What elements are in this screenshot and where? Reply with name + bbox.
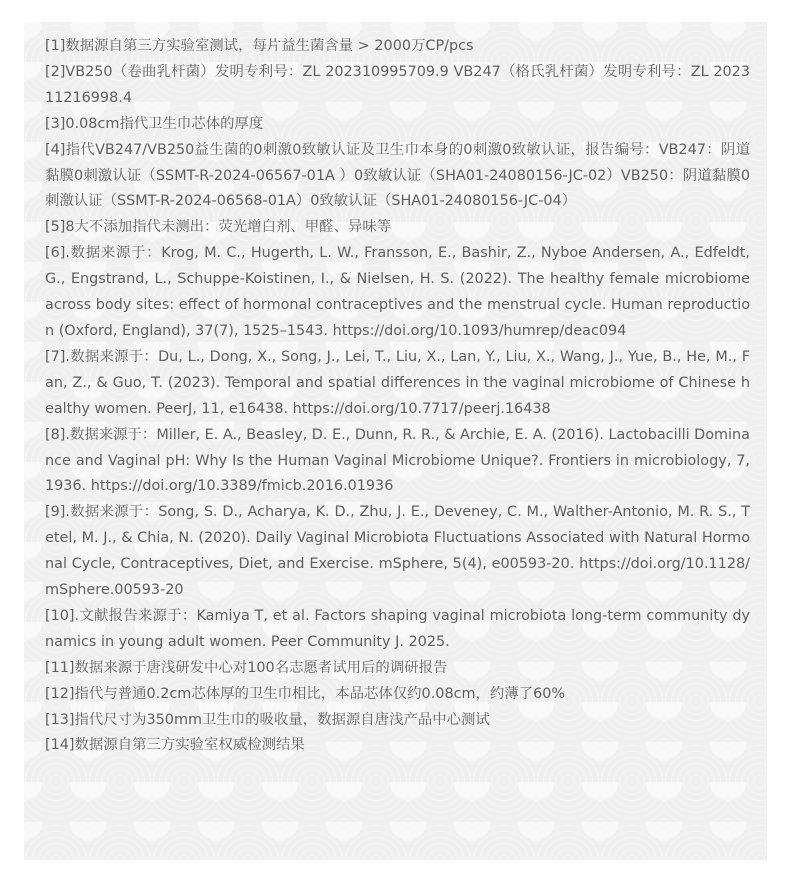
footnote-item: [6].数据来源于：Krog, M. C., Hugerth, L. W., Fransson, E., Bashir, Z., Nyboe Andersen, A., Edfeldt, G., Engstrand, L., Schuppe-Koistinen, I., & Nielsen, H. S. (2022). The healthy female microbiome across body sites: effect of hormonal contraceptives and the menstrual cycle. Human reproduction (Oxford, England), 37(7), 1525–1543. https://doi.org/10.1093/humrep/deac094 [45, 245, 750, 339]
footnote-item: [12]指代与普通0.2cm芯体厚的卫生巾相比，本品芯体仅约0.08cm，约薄了60% [45, 685, 566, 702]
footnote-item: [10].文献报告来源于：Kamiya T, et al. Factors shaping vaginal microbiota long-term community dynamics in young adult women. Peer Community J. 2025. [45, 607, 750, 650]
footnote-item: [5]8大不添加指代未测出：荧光增白剂、甲醛、异味等 [45, 219, 392, 236]
footnote-item: [13]指代尺寸为350mm卫生巾的吸收量，数据源自唐浅产品中心测试 [45, 711, 490, 728]
footnote-item: [8].数据来源于：Miller, E. A., Beasley, D. E., Dunn, R. R., & Archie, E. A. (2016). Lactobacilli Dominance and Vaginal pH: Why Is the Human Vaginal Microbiome Unique?. Frontiers in microbiology, 7, 1936. https://doi.org/10.3389/fmicb.2016.01936 [45, 426, 750, 495]
footnote-item: [1]数据源自第三方实验室测试，每片益生菌含量 > 2000万CP/pcs [45, 38, 474, 54]
footnote-item: [7].数据来源于：Du, L., Dong, X., Song, J., Lei, T., Liu, X., Lan, Y., Liu, X., Wang, J., Yue, B., He, M., Fan, Z., & Guo, T. (2023). Temporal and spatial differences in the vaginal microbiome of Chinese healthy women. PeerJ, 11, e16438. https://doi.org/10.7717/peerj.16438 [45, 348, 750, 417]
footnote-item: [2]VB250（卷曲乳杆菌）发明专利号：ZL 202310995709.9 VB247（格氏乳杆菌）发明专利号：ZL 202311216998.4 [45, 63, 750, 106]
footnote-list [45, 34, 750, 759]
footnote-item: [11]数据来源于唐浅研发中心对100名志愿者试用后的调研报告 [45, 659, 448, 676]
footnote-item: [4]指代VB247/VB250益生菌的0刺激0致敏认证及卫生巾本身的0刺激0致敏认证，报告编号：VB247：阴道黏膜0刺激认证（SSMT-R-2024-06567-01A ）0致敏认证（SHA01-24080156-JC-02）VB250：阴道黏膜0刺激认证（SSMT-R-2024-06568-01A）0致敏认证（SHA01-24080156-JC-04） [45, 141, 750, 210]
footnote-item: [14]数据源自第三方实验室权威检测结果 [45, 737, 305, 754]
footnote-item: [3]0.08cm指代卫生巾芯体的厚度 [45, 115, 264, 132]
footnote-item: [9].数据来源于：Song, S. D., Acharya, K. D., Zhu, J. E., Deveney, C. M., Walther-Antonio, M. R. S., Tetel, M. J., & Chia, N. (2020). Daily Vaginal Microbiota Fluctuations Associated with Natural Hormonal Cycle, Contraceptives, Diet, and Exercise. mSphere, 5(4), e00593-20. https://doi.org/10.1128/mSphere.00593-20 [45, 504, 750, 599]
